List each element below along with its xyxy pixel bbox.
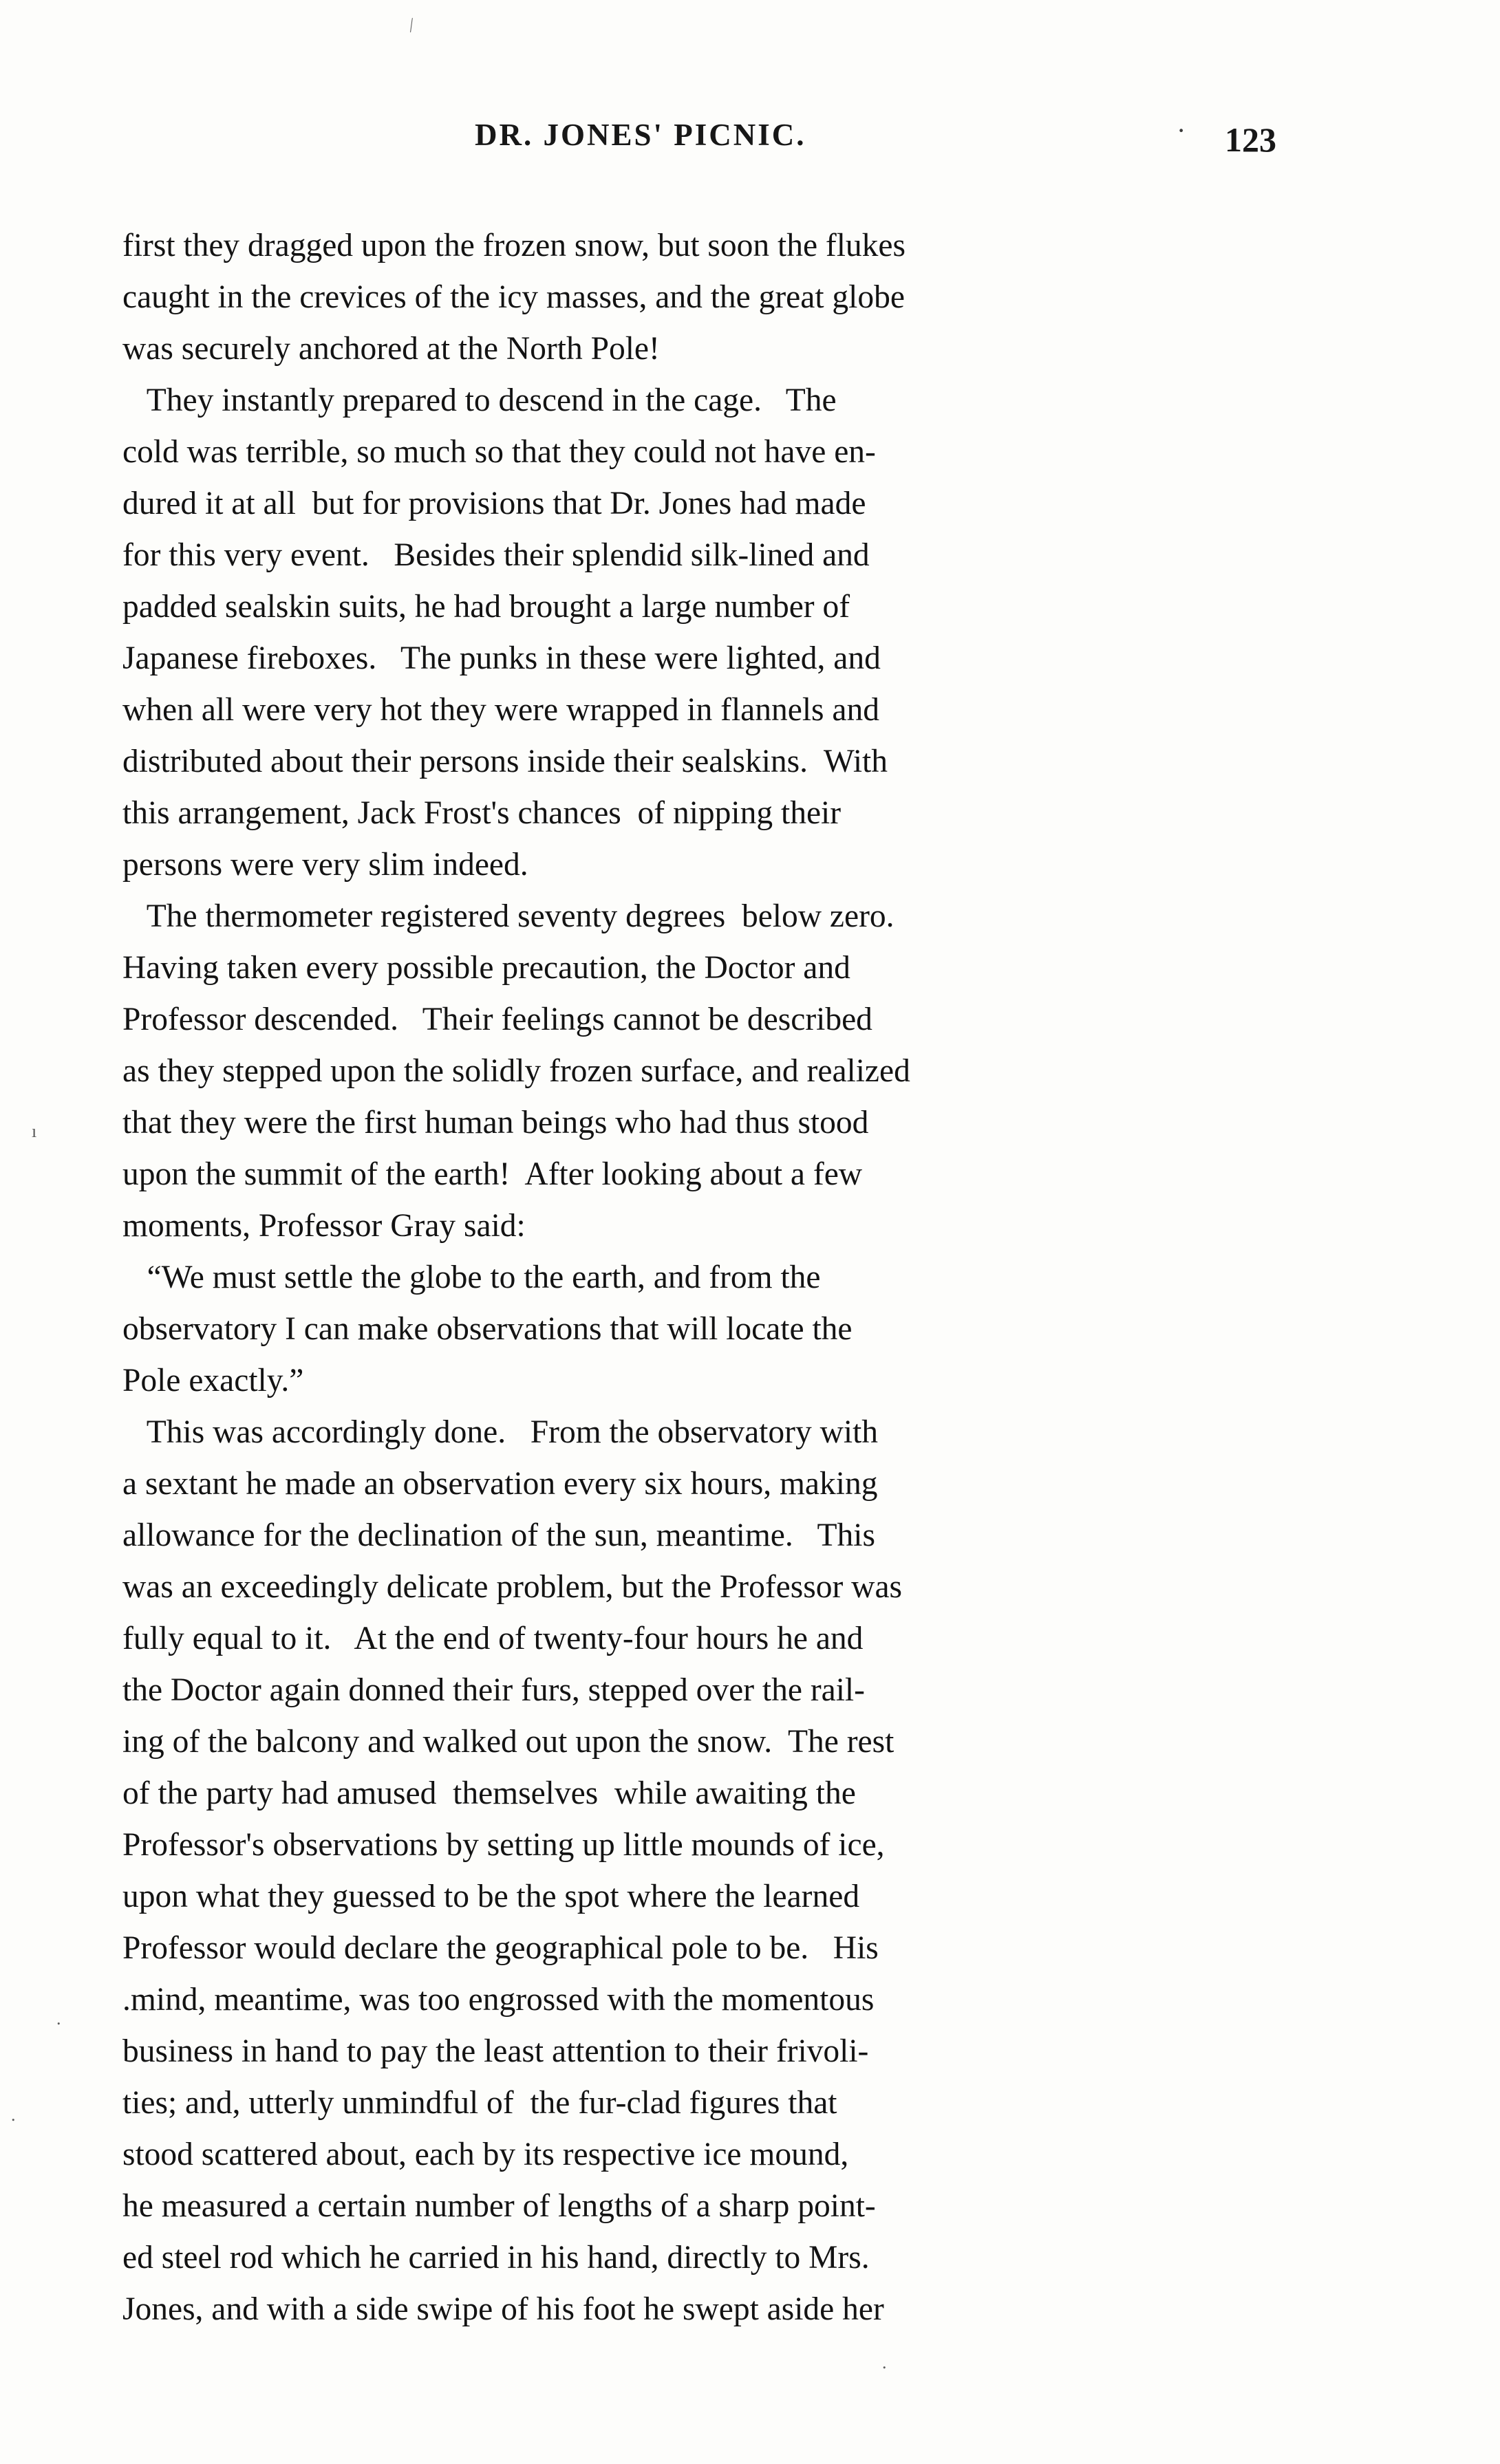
- text-line: Jones, and with a side swipe of his foot he swept aside her: [122, 2291, 884, 2327]
- text-line: for this very event. Besides their splendid silk-lined and: [122, 537, 870, 573]
- text-line: that they were the first human beings who had thus stood: [122, 1105, 869, 1141]
- text-line: caught in the crevices of the icy masses, and the great globe: [122, 279, 905, 315]
- text-line: business in hand to pay the least attention to their frivoli-: [122, 2033, 869, 2069]
- text-line: cold was terrible, so much so that they could not have en-: [122, 434, 876, 470]
- text-line: upon the summit of the earth! After looking about a few: [122, 1156, 863, 1192]
- text-line: The thermometer registered seventy degrees below zero.: [122, 898, 894, 934]
- text-line: ties; and, utterly unmindful of the fur-clad figures that: [122, 2085, 837, 2121]
- text-line: allowance for the declination of the sun, meantime. This: [122, 1517, 875, 1553]
- running-title: DR. JONES' PICNIC.: [475, 118, 806, 152]
- text-line: Professor's observations by setting up little mounds of ice,: [122, 1827, 885, 1863]
- text-line: fully equal to it. At the end of twenty-four hours he and: [122, 1621, 864, 1656]
- text-line: padded sealskin suits, he had brought a large number of: [122, 589, 850, 625]
- text-line: distributed about their persons inside their sealskins. With: [122, 744, 888, 779]
- text-line: persons were very slim indeed.: [122, 847, 528, 883]
- text-line: he measured a certain number of lengths of a sharp point-: [122, 2188, 876, 2224]
- text-line: ed steel rod which he carried in his hand, directly to Mrs.: [122, 2240, 870, 2276]
- text-line: was an exceedingly delicate problem, but the Professor was: [122, 1569, 903, 1605]
- text-line: a sextant he made an observation every six hours, making: [122, 1466, 878, 1502]
- text-line: .mind, meantime, was too engrossed with the momentous: [122, 1982, 875, 2018]
- text-line: dured it at all but for provisions that Dr. Jones had made: [122, 486, 866, 521]
- text-line: This was accordingly done. From the observatory with: [122, 1414, 879, 1450]
- margin-mark-left-lower-2: .: [11, 2105, 16, 2125]
- text-line: of the party had amused themselves while awaiting the: [122, 1775, 856, 1811]
- text-line: Having taken every possible precaution, the Doctor and: [122, 950, 850, 986]
- text-line: this arrangement, Jack Frost's chances of nipping their: [122, 795, 842, 831]
- text-line: They instantly prepared to descend in the cage. The: [122, 382, 837, 418]
- page-number: 123: [1225, 120, 1276, 159]
- margin-mark-left-mid: ı: [32, 1121, 37, 1141]
- text-line: Pole exactly.”: [122, 1363, 304, 1398]
- text-line: observatory I can make observations that will locate the: [122, 1311, 853, 1347]
- text-line: Japanese fireboxes. The punks in these were lighted, and: [122, 640, 881, 676]
- margin-mark-top: ⁄: [405, 15, 418, 35]
- margin-mark-left-lower: .: [56, 2009, 61, 2029]
- text-line: when all were very hot they were wrapped in flannels and: [122, 692, 879, 728]
- text-line: the Doctor again donned their furs, stepped over the rail-: [122, 1672, 865, 1708]
- text-line: moments, Professor Gray said:: [122, 1208, 526, 1244]
- text-line: first they dragged upon the frozen snow, but soon the flukes: [122, 228, 906, 263]
- text-line: as they stepped upon the solidly frozen surface, and realized: [122, 1053, 910, 1089]
- page-header: [475, 117, 1424, 165]
- text-line: stood scattered about, each by its respective ice mound,: [122, 2137, 849, 2172]
- text-line: upon what they guessed to be the spot where the learned: [122, 1879, 860, 1914]
- text-line: was securely anchored at the North Pole!: [122, 331, 660, 367]
- body-text: [122, 220, 1389, 2335]
- text-line: ing of the balcony and walked out upon the snow. The rest: [122, 1724, 894, 1760]
- margin-mark-bottom: .: [882, 2353, 887, 2373]
- header-dot-mark: ·: [1177, 115, 1186, 146]
- text-line: “We must settle the globe to the earth, and from the: [122, 1260, 821, 1295]
- text-line: Professor descended. Their feelings cannot be described: [122, 1002, 872, 1037]
- text-line: Professor would declare the geographical pole to be. His: [122, 1930, 879, 1966]
